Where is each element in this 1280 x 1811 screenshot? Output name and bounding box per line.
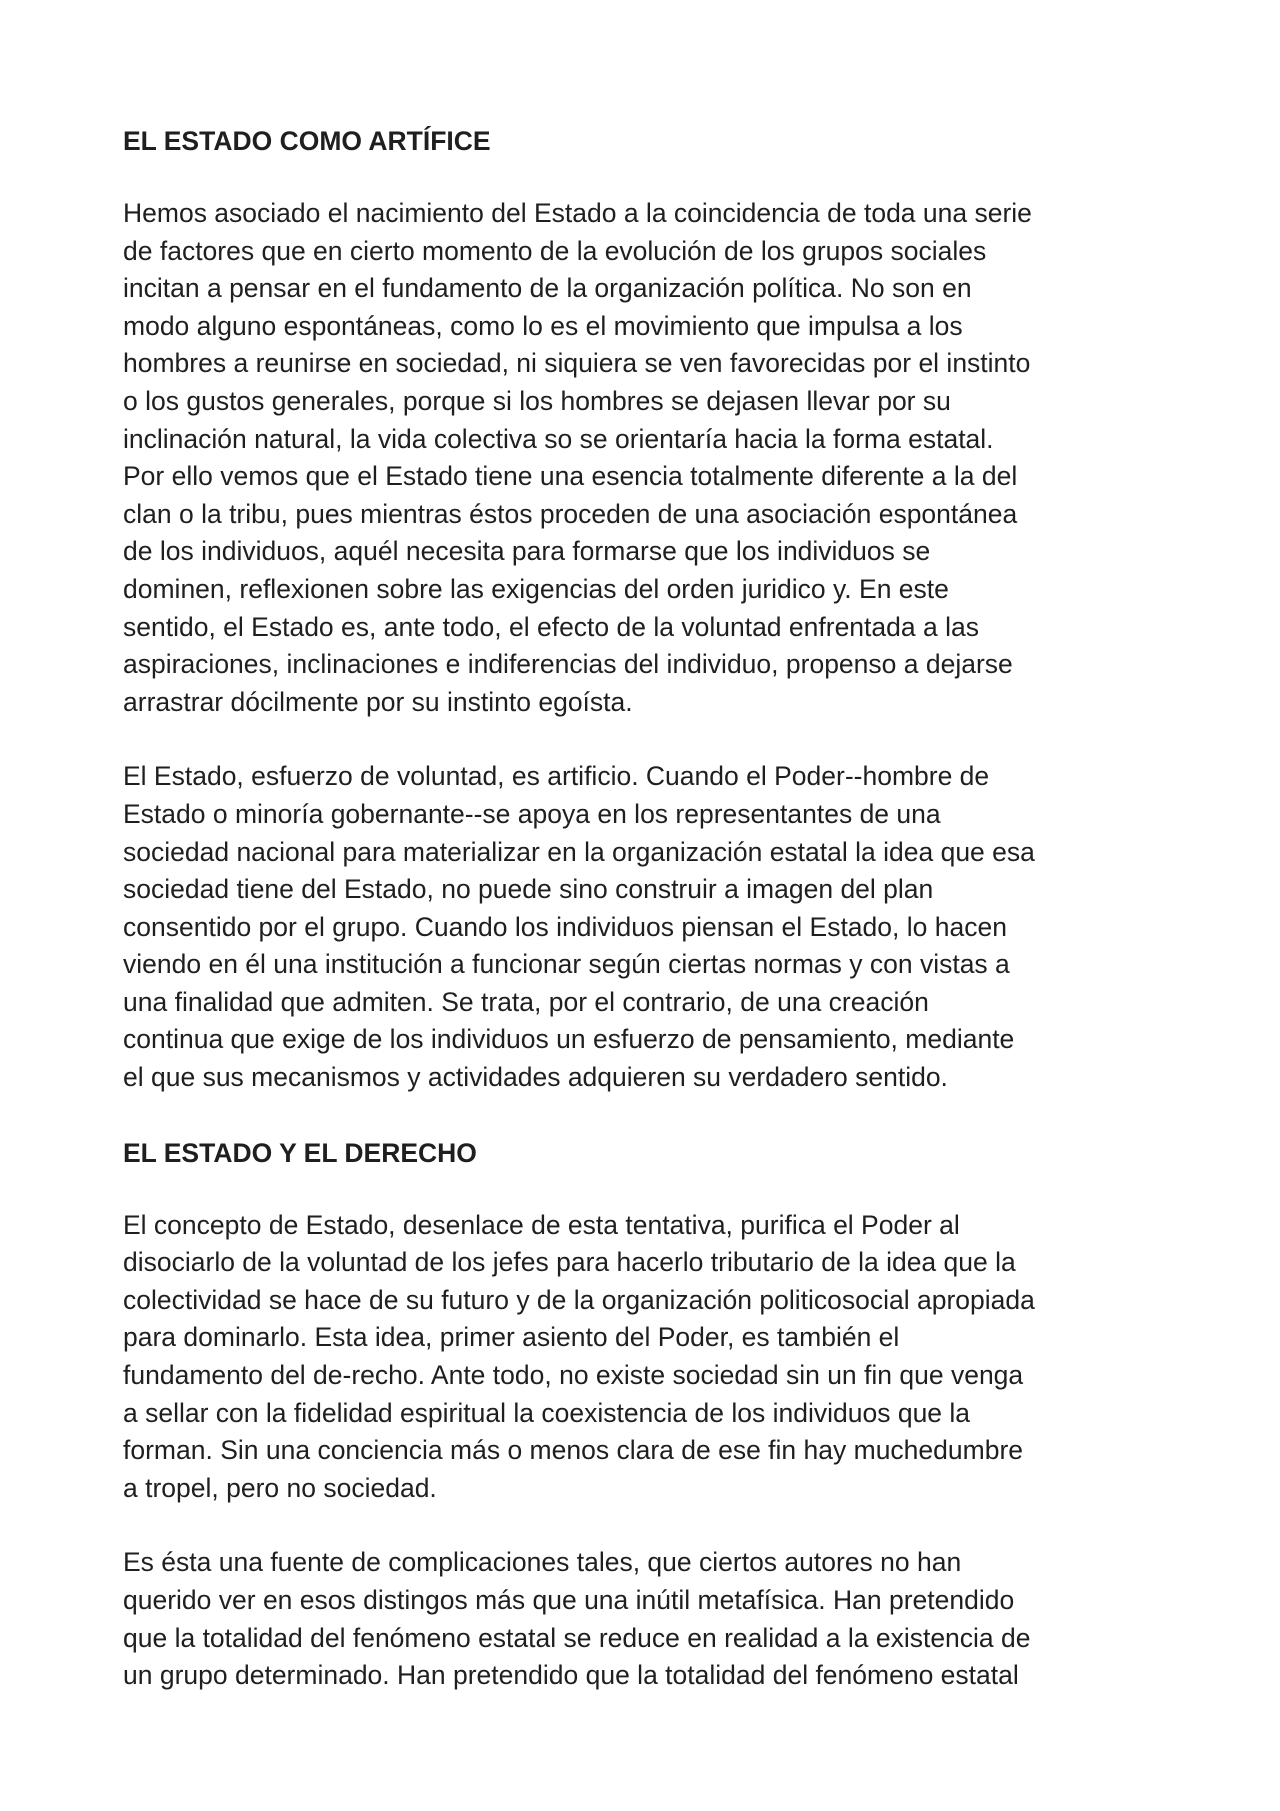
text-line: el que sus mecanismos y actividades adquieren su verdadero sentido. [123,1062,948,1093]
paragraph [123,195,1173,721]
paragraph [123,1207,1173,1508]
text-line: incitan a pensar en el fundamento de la organización política. No son en [123,273,972,304]
text-line: que la totalidad del fenómeno estatal se reduce en realidad a la existencia de [123,1622,1031,1653]
text-line: a sellar con la fidelidad espiritual la coexistencia de los individuos que la [123,1397,971,1428]
text-line: inclinación natural, la vida colectiva so se orientaría hacia la forma estatal. [123,423,994,454]
text-line: Es ésta una fuente de complicaciones tales, que ciertos autores no han [123,1547,962,1578]
text-line: Por ello vemos que el Estado tiene una esencia totalmente diferente a la del [123,461,1018,492]
text-line: querido ver en esos distingos más que una inútil metafísica. Han pretendido [123,1585,1015,1615]
text-line: fundamento del de-recho. Ante todo, no existe sociedad sin un fin que venga [123,1360,1024,1391]
text-line: El Estado, esfuerzo de voluntad, es artificio. Cuando el Poder--hombre de [123,761,990,792]
text-line: hombres a reunirse en sociedad, ni siquiera se ven favorecidas por el instinto [123,348,1031,379]
section-heading-estado-y-derecho: EL ESTADO Y EL DERECHO [123,1137,477,1168]
text-line: sociedad nacional para materializar en la organización estatal la idea que esa [123,836,1035,867]
text-line: Hemos asociado el nacimiento del Estado a la coincidencia de toda una serie [123,198,1032,228]
paragraph [123,1544,1173,1694]
text-line: o los gustos generales, porque si los hombres se dejasen llevar por su [123,385,951,416]
text-line: dominen, reflexionen sobre las exigencias del orden juridico y. En este [123,573,949,604]
text-line: a tropel, pero no sociedad. [123,1472,437,1503]
text-line: disociarlo de la voluntad de los jefes para hacerlo tributario de la idea que la [123,1247,1016,1278]
text-line: viendo en él una institución a funcionar según ciertas normas y con vistas a [123,949,1010,980]
text-line: continua que exige de los individuos un esfuerzo de pensamiento, mediante [123,1024,1015,1055]
text-line: clan o la tribu, pues mientras éstos proceden de una asociación espontánea [123,498,1018,529]
text-line: modo alguno espontáneas, como lo es el movimiento que impulsa a los [123,310,963,341]
paragraph [123,758,1173,1096]
text-line: un grupo determinado. Han pretendido que la totalidad del fenómeno estatal [123,1660,1019,1691]
text-line: Estado o minoría gobernante--se apoya en los representantes de una [123,798,941,829]
text-line: una finalidad que admiten. Se trata, por el contrario, de una creación [123,986,929,1017]
text-line: consentido por el grupo. Cuando los individuos piensan el Estado, lo hacen [123,911,1007,942]
text-line: para dominarlo. Esta idea, primer asiento del Poder, es también el [123,1322,900,1353]
text-line: sentido, el Estado es, ante todo, el efecto de la voluntad enfrentada a las [123,611,979,642]
document-body [123,122,1173,1695]
text-line: El concepto de Estado, desenlace de esta tentativa, purifica el Poder al [123,1209,960,1240]
text-line: forman. Sin una conciencia más o menos clara de ese fin hay muchedumbre [123,1435,1024,1466]
text-line: de factores que en cierto momento de la evolución de los grupos sociales [123,235,987,266]
section-heading-estado-como-artifice: EL ESTADO COMO ARTÍFICE [123,126,491,156]
text-line: arrastrar dócilmente por su instinto egoísta. [123,686,633,717]
text-line: de los individuos, aquél necesita para formarse que los individuos se [123,536,931,567]
text-line: aspiraciones, inclinaciones e indiferencias del individuo, propenso a dejarse [123,649,1013,680]
text-line: colectividad se hace de su futuro y de la organización politicosocial apropiada [123,1284,1035,1315]
text-line: sociedad tiene del Estado, no puede sino construir a imagen del plan [123,874,934,905]
